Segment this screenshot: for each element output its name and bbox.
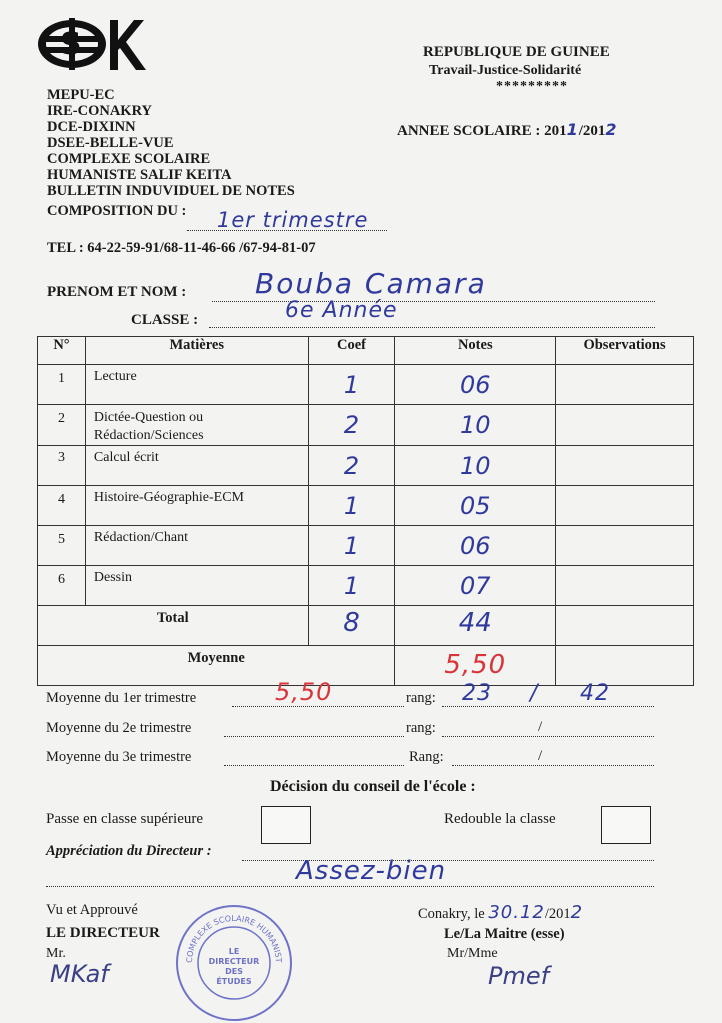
table-row [38, 405, 694, 446]
row-subject: Dessin [85, 566, 308, 606]
composition-value: 1er trimestre [217, 208, 369, 232]
row-number: 1 [38, 365, 86, 405]
header-line-school: HUMANISTE SALIF KEITA [47, 167, 232, 183]
row-number: 4 [38, 486, 86, 526]
motto: Travail-Justice-Solidarité [429, 63, 582, 78]
maitre-label: Le/La Maitre (esse) [444, 926, 565, 942]
maitre-signature: Pmef [488, 962, 550, 990]
row-coef: 1 [343, 532, 360, 560]
t1-rang: 23 [462, 681, 492, 706]
total-label: Total [38, 606, 309, 646]
t2-rang-sep: / [538, 719, 543, 735]
t1-rang-dots [442, 706, 654, 707]
appreciation-dots-2 [46, 886, 654, 887]
row-subject: Histoire-Géographie-ECM [85, 486, 308, 526]
t3-dots [224, 765, 404, 766]
annee-year1: 1 [566, 120, 579, 139]
table-row [38, 365, 694, 405]
directeur-mr: Mr. [46, 946, 66, 961]
annee-sep: /201 [578, 123, 606, 139]
row-note: 06 [460, 371, 491, 399]
republic-title: REPUBLIQUE DE GUINEE [423, 44, 610, 60]
appreciation-value: Assez-bien [296, 856, 447, 886]
class-value: 6e Année [285, 298, 398, 323]
redouble-label: Redouble la classe [444, 811, 556, 827]
row-observation [556, 405, 694, 446]
total-coef: 8 [343, 608, 360, 638]
header-number: N° [38, 337, 86, 365]
student-name: Bouba Camara [255, 267, 487, 300]
t1-value: 5,50 [275, 678, 333, 706]
row-note: 05 [460, 492, 491, 520]
row-subject: Dictée-Question ou Rédaction/Sciences [85, 405, 308, 446]
stamp-arc-text: COMPLEXE SCOLAIRE HUMANIST [184, 913, 284, 964]
row-observation [556, 365, 694, 405]
directeur-signature: MKaf [50, 960, 109, 988]
header-line-ire: IRE-CONAKRY [47, 103, 153, 119]
moyenne-value: 5,50 [444, 650, 507, 680]
row-observation [556, 566, 694, 606]
composition-label: COMPOSITION DU : [47, 203, 187, 219]
svg-text:S: S [60, 27, 82, 62]
moyenne-label: Moyenne [38, 646, 395, 686]
t1-rang-sep: / [530, 681, 539, 706]
total-observation [556, 606, 694, 646]
row-coef: 1 [343, 371, 360, 399]
table-row [38, 486, 694, 526]
row-number: 2 [38, 405, 86, 446]
row-observation [556, 446, 694, 486]
moyenne-row [38, 646, 694, 686]
decision-title: Décision du conseil de l'école : [270, 778, 476, 795]
header-coef: Coef [308, 337, 395, 365]
school-logo [34, 12, 154, 74]
t2-rang-label: rang: [406, 720, 436, 736]
school-stamp [176, 905, 292, 1021]
total-row [38, 606, 694, 646]
maitre-mrmme: Mr/Mme [447, 946, 498, 961]
header-line-dsee: DSEE-BELLE-VUE [47, 135, 174, 151]
passe-checkbox[interactable] [261, 806, 311, 844]
row-coef: 1 [343, 572, 360, 600]
row-coef: 1 [343, 492, 360, 520]
header-line-mepu: MEPU-EC [47, 87, 115, 103]
total-notes: 44 [458, 608, 492, 638]
header-line-bulletin: BULLETIN INDUVIDUEL DE NOTES [47, 183, 295, 199]
class-dots [209, 327, 655, 328]
t1-dots [232, 706, 404, 707]
t1-label: Moyenne du 1er trimestre [46, 690, 197, 706]
row-coef: 2 [343, 411, 360, 439]
row-note: 07 [460, 572, 491, 600]
table-row [38, 526, 694, 566]
header-line-dce: DCE-DIXINN [47, 119, 136, 135]
row-subject: Lecture [85, 365, 308, 405]
date-place-label: Conakry, le [418, 906, 485, 922]
row-observation [556, 526, 694, 566]
row-number: 6 [38, 566, 86, 606]
row-note: 06 [460, 532, 491, 560]
annee-scolaire [397, 120, 618, 140]
t1-rang-label: rang: [406, 690, 436, 706]
moyenne-observation [556, 646, 694, 686]
t3-rang-dots [452, 765, 654, 766]
telephone: TEL : 64-22-59-91/68-11-46-66 /67-94-81-07 [47, 240, 316, 256]
t2-dots [224, 736, 404, 737]
t3-rang-sep: / [538, 748, 543, 764]
row-number: 5 [38, 526, 86, 566]
header-line-complexe: COMPLEXE SCOLAIRE [47, 151, 211, 167]
row-note: 10 [460, 411, 491, 439]
appreciation-label: Appréciation du Directeur : [46, 843, 212, 859]
stars: ********* [496, 79, 568, 94]
t3-rang-label: Rang: [409, 749, 444, 765]
date-day: 30.12 [488, 902, 545, 923]
table-header-row [38, 337, 694, 365]
t2-label: Moyenne du 2e trimestre [46, 720, 192, 736]
class-label: CLASSE : [131, 312, 199, 328]
row-subject: Calcul écrit [85, 446, 308, 486]
annee-year2: 2 [605, 120, 618, 139]
name-label: PRENOM ET NOM : [47, 284, 187, 300]
passe-label: Passe en classe supérieure [46, 811, 204, 827]
redouble-checkbox[interactable] [601, 806, 651, 844]
row-coef: 2 [343, 452, 360, 480]
name-dots [212, 301, 655, 302]
le-directeur: LE DIRECTEUR [46, 925, 160, 941]
vu-approuve: Vu et Approuvé [46, 902, 138, 918]
table-row [38, 566, 694, 606]
header-observations: Observations [556, 337, 694, 365]
date-sep: /201 [544, 906, 571, 922]
annee-label: ANNEE SCOLAIRE : 201 [397, 123, 567, 139]
row-observation [556, 486, 694, 526]
date-year: 2 [570, 902, 584, 923]
header-notes: Notes [395, 337, 556, 365]
t1-rang-total: 42 [580, 681, 610, 706]
grades-table [37, 336, 694, 686]
table-row [38, 446, 694, 486]
row-number: 3 [38, 446, 86, 486]
date-line [418, 902, 583, 923]
row-subject: Rédaction/Chant [85, 526, 308, 566]
header-matieres: Matières [85, 337, 308, 365]
row-note: 10 [460, 452, 491, 480]
t2-rang-dots [442, 736, 654, 737]
stamp-center-text: LE DIRECTEUR DES ÉTUDES [208, 947, 260, 986]
t3-label: Moyenne du 3e trimestre [46, 749, 192, 765]
